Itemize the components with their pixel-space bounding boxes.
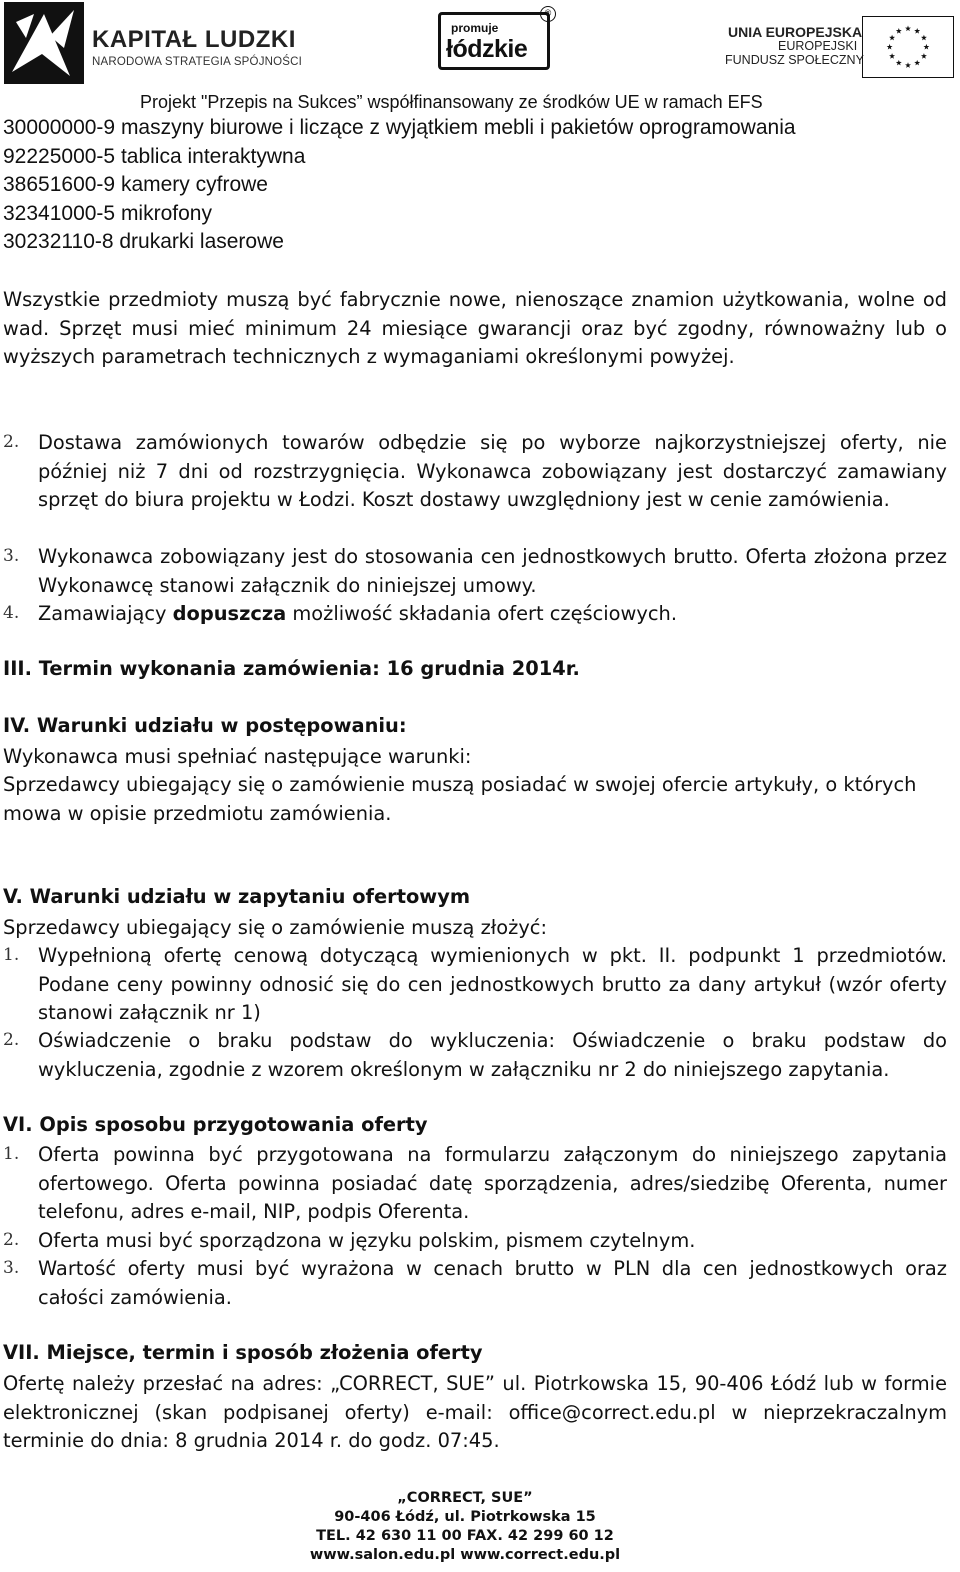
- section-heading: IV. Warunki udziału w postępowaniu:: [3, 714, 407, 737]
- section-heading: V. Warunki udziału w zapytaniu ofertowym: [3, 885, 471, 908]
- section-paragraph: Sprzedawcy ubiegający się o zamówienie muszą posiadać w swojej ofercie artykuły, o których mowa w opisie przedmiotu zamówienia.: [3, 773, 917, 825]
- ue-text-line2: EUROPEJSKI: [778, 39, 858, 53]
- footer-address: 90-406 Łódź, ul. Piotrkowska 15: [334, 1509, 596, 1525]
- eu-star-icon: [889, 35, 895, 41]
- kapital-ludzki-title: KAPITAŁ LUDZKI: [92, 26, 296, 53]
- eu-star-icon: [923, 44, 929, 50]
- list-item-text: możliwość składania ofert częściowych.: [286, 602, 677, 625]
- intro-paragraph: Wszystkie przedmioty muszą być fabrycznie nowe, nienoszące znamion użytkowania, wolne od wad. Sprzęt musi mieć minimum 24 miesiące gwarancji oraz być zgodny, równoważny lub o wyższych parametrach technicznych z wymaganiami określonymi powyżej.: [3, 288, 947, 369]
- list-item: Wartość oferty musi być wyrażona w cenach brutto w PLN dla cen jednostkowych oraz całości zamówienia.: [38, 1257, 947, 1309]
- lodz-logo-small-text: promuje: [451, 21, 499, 35]
- list-number: 4.: [3, 603, 20, 623]
- list-item: Wykonawca zobowiązany jest do stosowania cen jednostkowych brutto. Oferta złożona przez Wykonawcę stanowi załącznik do niniejszej umowy.: [38, 545, 947, 597]
- list-item: Dostawa zamówionych towarów odbędzie się po wyborze najkorzystniejszej oferty, nie później niż 7 dni od rozstrzygnięcia. Wykonawca zobowiązany jest dostarczyć zamawiany sprzęt do biura projektu w Łodzi. Koszt dostawy uwzględniony jest w cenie zamówienia.: [38, 431, 947, 512]
- list-number: 2.: [3, 1230, 20, 1250]
- section-heading: III. Termin wykonania zamówienia: 16 grudnia 2014r.: [3, 657, 580, 680]
- kapital-ludzki-subtitle: NARODOWA STRATEGIA SPÓJNOŚCI: [92, 56, 303, 68]
- list-item: Oferta musi być sporządzona w języku polskim, pismem czytelnym.: [38, 1229, 696, 1252]
- list-item: Wypełnioną ofertę cenową dotyczącą wymienionych w pkt. II. podpunkt 1 przedmiotów. Podane ceny powinny odnosić się do cen jednostkowych brutto za dany artykuł (wzór oferty stanowi załącznik nr 1): [38, 944, 947, 1025]
- ue-text-line1: UNIA EUROPEJSKA: [728, 24, 863, 40]
- eu-star-icon: [921, 53, 927, 59]
- list-item-text: Zamawiający: [38, 602, 173, 625]
- eu-star-icon: [905, 26, 911, 32]
- cpv-line: 32341000-5 mikrofony: [3, 202, 212, 225]
- footer-company: „CORRECT, SUE”: [397, 1490, 533, 1506]
- eu-star-icon: [896, 60, 902, 66]
- list-item: Oferta powinna być przygotowana na formularzu załączonym do niniejszego zapytania ofertowego. Oferta powinna posiadać datę sporządzenia, adres/siedzibę Oferenta, numer telefonu, adres e-mail, NIP, podpis Oferenta.: [38, 1143, 947, 1224]
- eu-star-icon: [914, 60, 920, 66]
- eu-star-icon: [887, 44, 893, 50]
- section-paragraph: Ofertę należy przesłać na adres: „CORRECT, SUE” ul. Piotrkowska 15, 90-406 Łódź lub w formie elektronicznej (skan podpisanej oferty) e-mail: office@correct.edu.pl w nieprzekraczalnym terminie do dnia: 8 grudnia 2014 r. do godz. 07:45.: [3, 1372, 947, 1453]
- section-text: Sprzedawcy ubiegający się o zamówienie muszą złożyć:: [3, 916, 547, 939]
- list-number: 1.: [3, 1144, 20, 1164]
- footer-websites: www.salon.edu.pl www.correct.edu.pl: [309, 1547, 621, 1563]
- section-heading: VII. Miejsce, termin i sposób złożenia oferty: [3, 1341, 483, 1364]
- ue-text-line3: FUNDUSZ SPOŁECZNY: [725, 53, 864, 67]
- cpv-line: 30232110-8 drukarki laserowe: [3, 230, 284, 253]
- section-heading: VI. Opis sposobu przygotowania oferty: [3, 1113, 428, 1136]
- lodz-logo-big-text: łódzkie: [446, 35, 528, 63]
- registered-mark-icon: ®: [540, 6, 556, 22]
- footer-phone: TEL. 42 630 11 00 FAX. 42 299 60 12: [316, 1528, 614, 1544]
- list-item: Oświadczenie o braku podstaw do wykluczenia: Oświadczenie o braku podstaw do wykluczenia, zgodnie z wzorem określonym w załączniku nr 2 do niniejszego zapytania.: [38, 1029, 947, 1081]
- list-number: 2.: [3, 432, 20, 452]
- eu-star-icon: [889, 53, 895, 59]
- cpv-line: 30000000-9 maszyny biurowe i liczące z wyjątkiem mebli i pakietów oprogramowania: [3, 116, 796, 139]
- list-number: 1.: [3, 945, 20, 965]
- eu-star-icon: [921, 35, 927, 41]
- list-item: [38, 600, 947, 629]
- list-number: 3.: [3, 546, 20, 566]
- eu-flag-icon: [862, 16, 954, 78]
- eu-star-icon: [914, 28, 920, 34]
- project-caption: Projekt "Przepis na Sukces” współfinansowany ze środków UE w ramach EFS: [140, 92, 763, 112]
- cpv-line: 38651600-9 kamery cyfrowe: [3, 173, 268, 196]
- cpv-line: 92225000-5 tablica interaktywna: [3, 145, 306, 168]
- list-item-bold: dopuszcza: [172, 602, 287, 625]
- list-number: 3.: [3, 1258, 20, 1278]
- eu-star-icon: [896, 28, 902, 34]
- list-number: 2.: [3, 1030, 20, 1050]
- eu-star-icon: [905, 62, 911, 68]
- section-text: Wykonawca musi spełniać następujące warunki:: [3, 745, 472, 768]
